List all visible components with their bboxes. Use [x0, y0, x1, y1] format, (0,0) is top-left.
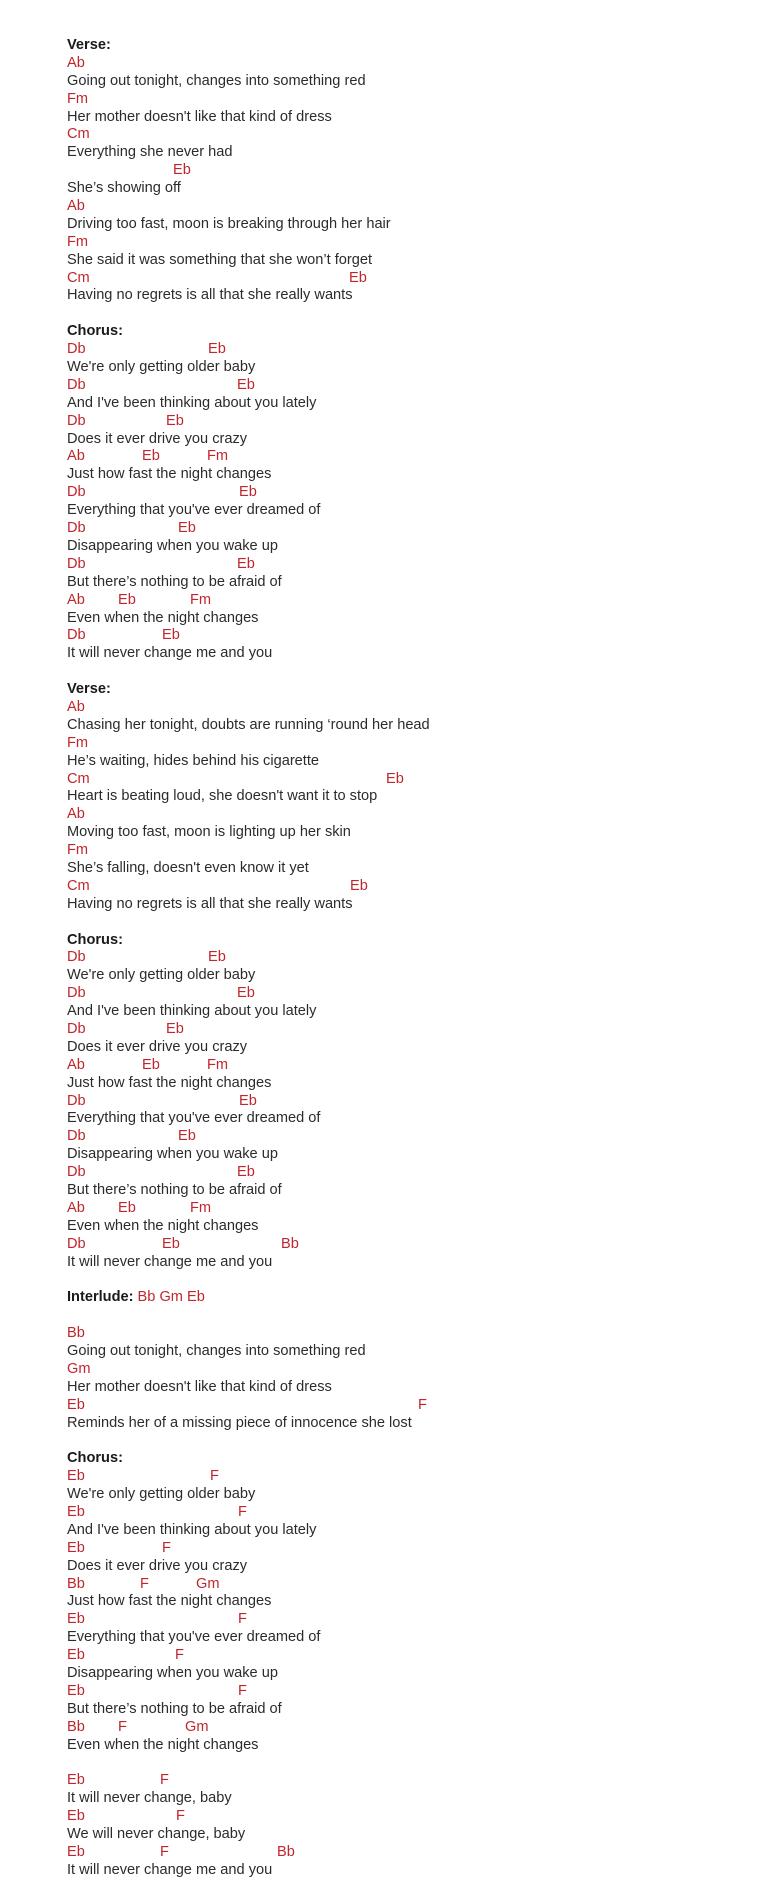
chord-row: [67, 1808, 747, 1826]
chord-row: [67, 735, 747, 753]
chord-row: [67, 1236, 747, 1254]
chord-row: [67, 1397, 747, 1415]
lyric-line: Having no regrets is all that she really wants: [67, 287, 353, 304]
chord: Eb: [237, 985, 255, 1002]
chord-row: [67, 413, 747, 431]
chord-row: [67, 806, 747, 824]
lyric-line: Disappearing when you wake up: [67, 537, 278, 554]
chord-row: [67, 1164, 747, 1182]
chord: Eb: [67, 1468, 85, 1485]
section-heading: [67, 1289, 747, 1307]
chord-row: [67, 126, 747, 144]
chord: Ab: [67, 698, 85, 715]
chord-sheet: [67, 37, 747, 1880]
chord-row: [67, 556, 747, 574]
section-heading: [67, 37, 747, 55]
chord: Db: [67, 520, 86, 537]
chord: Bb: [67, 1718, 85, 1735]
chord: Eb: [386, 770, 404, 787]
chord-row: [67, 1093, 747, 1111]
lyric-line: Just how fast the night changes: [67, 466, 272, 483]
chord: Fm: [190, 1199, 212, 1216]
chord-row: [67, 1325, 747, 1343]
lyric-line: It will never change me and you: [67, 1861, 273, 1878]
chord: Eb: [67, 1808, 85, 1825]
chord: Db: [67, 412, 86, 429]
chord: Eb: [173, 162, 191, 179]
section-heading: [67, 323, 747, 341]
chord-row: [67, 1504, 747, 1522]
chord: Eb: [142, 448, 160, 465]
lyric-line: Driving too fast, moon is breaking through her hair: [67, 215, 391, 232]
lyric-line: Heart is beating loud, she doesn't want it to stop: [67, 788, 378, 805]
chord: Db: [67, 1092, 86, 1109]
chord: Db: [67, 1235, 86, 1252]
lyric-line: And I've been thinking about you lately: [67, 1003, 317, 1020]
chord-row: [67, 448, 747, 466]
lyric-line: But there’s nothing to be afraid of: [67, 573, 282, 590]
lyric-line: Her mother doesn't like that kind of dress: [67, 108, 332, 125]
chord: Eb: [239, 484, 257, 501]
chord: Eb: [142, 1056, 160, 1073]
lyric-line: Disappearing when you wake up: [67, 1146, 278, 1163]
chord: Db: [67, 985, 86, 1002]
section-heading: [67, 932, 747, 950]
chord: Eb: [237, 376, 255, 393]
chord-row: [67, 1576, 747, 1594]
chord-row: [67, 234, 747, 252]
chord-row: [67, 520, 747, 538]
lyric-line: Even when the night changes: [67, 1217, 259, 1234]
chord-row: [67, 1540, 747, 1558]
lyric-line: Even when the night changes: [67, 1736, 259, 1753]
inline-chords: Bb Gm Eb: [137, 1289, 205, 1306]
chord: Db: [67, 555, 86, 572]
blank-line: [67, 663, 747, 681]
chord: Gm: [185, 1718, 209, 1735]
chord: Ab: [67, 1056, 85, 1073]
chord: Db: [67, 627, 86, 644]
section-heading-label: Chorus:: [67, 931, 123, 948]
lyric-line: It will never change, baby: [67, 1790, 232, 1807]
chord: Ab: [67, 54, 85, 71]
chord: Eb: [67, 1843, 85, 1860]
chord: Gm: [67, 1360, 91, 1377]
lyric-line: Disappearing when you wake up: [67, 1665, 278, 1682]
chord-row: [67, 55, 747, 73]
chord: Eb: [178, 520, 196, 537]
lyric-line: Going out tonight, changes into something red: [67, 1343, 366, 1360]
chord-row: [67, 1719, 747, 1737]
chord-row: [67, 1844, 747, 1862]
chord: Eb: [67, 1539, 85, 1556]
chord: Ab: [67, 198, 85, 215]
chord-row: [67, 592, 747, 610]
chord-row: [67, 1361, 747, 1379]
chord: Db: [67, 484, 86, 501]
lyric-line: Just how fast the night changes: [67, 1074, 272, 1091]
lyric-line: Everything that you've ever dreamed of: [67, 1110, 321, 1127]
chord: Eb: [237, 1164, 255, 1181]
chord: Eb: [118, 591, 136, 608]
chord-row: [67, 162, 747, 180]
blank-line: [67, 1271, 747, 1289]
chord: F: [176, 1808, 185, 1825]
lyric-line: Everything that you've ever dreamed of: [67, 1629, 321, 1646]
chord-row: [67, 1200, 747, 1218]
lyric-line: Does it ever drive you crazy: [67, 1038, 248, 1055]
chord: Cm: [67, 126, 90, 143]
chord: F: [210, 1468, 219, 1485]
lyric-line: Chasing her tonight, doubts are running ‘round her head: [67, 716, 430, 733]
chord-row: [67, 484, 747, 502]
chord-row: [67, 1611, 747, 1629]
chord: Eb: [349, 269, 367, 286]
chord: Eb: [208, 341, 226, 358]
chord: Fm: [67, 90, 89, 107]
section-heading: [67, 1450, 747, 1468]
chord: Db: [67, 341, 86, 358]
chord: Eb: [162, 1235, 180, 1252]
chord: Ab: [67, 806, 85, 823]
chord: Db: [67, 1128, 86, 1145]
chord: Cm: [67, 269, 90, 286]
lyric-line: Even when the night changes: [67, 609, 259, 626]
chord: Eb: [162, 627, 180, 644]
chord-row: [67, 1468, 747, 1486]
chord: Db: [67, 949, 86, 966]
chord-row: [67, 1057, 747, 1075]
section-heading: [67, 681, 747, 699]
lyric-line: Does it ever drive you crazy: [67, 1557, 248, 1574]
lyric-line: But there’s nothing to be afraid of: [67, 1182, 282, 1198]
chord-row: [67, 842, 747, 860]
section-heading-label: Chorus:: [67, 323, 123, 340]
chord: Db: [67, 376, 86, 393]
chord: Cm: [67, 770, 90, 787]
chord: Eb: [67, 1647, 85, 1664]
chord: F: [118, 1718, 127, 1735]
chord: F: [175, 1647, 184, 1664]
chord: Ab: [67, 448, 85, 465]
chord: Eb: [239, 1092, 257, 1109]
chord: Bb: [277, 1843, 295, 1860]
lyric-line: Moving too fast, moon is lighting up her skin: [67, 824, 351, 841]
section-heading-label: Verse:: [67, 681, 111, 698]
chord: Eb: [67, 1772, 85, 1789]
chord: Eb: [67, 1611, 85, 1628]
section-heading-label: Interlude:: [67, 1289, 134, 1306]
chord-row: [67, 949, 747, 967]
lyric-line: We're only getting older baby: [67, 1486, 256, 1503]
chord-row: [67, 1128, 747, 1146]
chord: Eb: [208, 949, 226, 966]
blank-line: [67, 305, 747, 323]
chord: Eb: [166, 1020, 184, 1037]
chord: F: [140, 1575, 149, 1592]
chord-row: [67, 1647, 747, 1665]
chord: Db: [67, 1164, 86, 1181]
lyric-line: Does it ever drive you crazy: [67, 430, 248, 447]
lyric-line: We will never change, baby: [67, 1826, 246, 1843]
lyric-line: Everything that you've ever dreamed of: [67, 502, 321, 519]
chord-row: [67, 699, 747, 717]
chord: Ab: [67, 591, 85, 608]
lyric-line: She’s showing off: [67, 180, 181, 197]
chord: Db: [67, 1020, 86, 1037]
lyric-line: Just how fast the night changes: [67, 1593, 272, 1610]
lyric-line: We're only getting older baby: [67, 359, 256, 376]
chord: Cm: [67, 877, 90, 894]
chord: Eb: [237, 555, 255, 572]
chord-row: [67, 627, 747, 645]
chord: Fm: [67, 842, 89, 859]
chord: F: [160, 1772, 169, 1789]
chord-row: [67, 91, 747, 109]
chord: Fm: [207, 448, 229, 465]
lyric-line: Reminds her of a missing piece of innocence she lost: [67, 1414, 412, 1431]
chord: F: [418, 1396, 427, 1413]
chord-row: [67, 198, 747, 216]
chord: Eb: [350, 877, 368, 894]
chord-row: [67, 377, 747, 395]
lyric-line: Having no regrets is all that she really wants: [67, 895, 353, 912]
blank-line: [67, 1432, 747, 1450]
chord-row: [67, 985, 747, 1003]
chord: Bb: [67, 1325, 85, 1342]
chord-row: [67, 341, 747, 359]
chord: Eb: [166, 412, 184, 429]
chord: F: [238, 1682, 247, 1699]
chord: F: [238, 1611, 247, 1628]
chord-row: [67, 270, 747, 288]
lyric-line: It will never change me and you: [67, 1253, 273, 1270]
lyric-line: But there’s nothing to be afraid of: [67, 1700, 282, 1717]
section-heading-label: Chorus:: [67, 1450, 123, 1467]
chord: Bb: [281, 1235, 299, 1252]
blank-line: [67, 1307, 747, 1325]
chord: Eb: [118, 1199, 136, 1216]
lyric-line: We're only getting older baby: [67, 967, 256, 984]
lyric-line: She’s falling, doesn't even know it yet: [67, 859, 309, 876]
chord: Fm: [207, 1056, 229, 1073]
chord: Fm: [67, 734, 89, 751]
lyric-line: And I've been thinking about you lately: [67, 394, 317, 411]
chord: Eb: [67, 1682, 85, 1699]
chord: Fm: [67, 233, 89, 250]
chord: Fm: [190, 591, 212, 608]
lyric-line: Everything she never had: [67, 144, 233, 161]
chord-row: [67, 1683, 747, 1701]
lyric-line: Her mother doesn't like that kind of dress: [67, 1378, 332, 1395]
lyric-line: Going out tonight, changes into something red: [67, 72, 366, 89]
chord: F: [238, 1504, 247, 1521]
section-heading-label: Verse:: [67, 37, 111, 53]
chord-row: [67, 1772, 747, 1790]
lyric-line: And I've been thinking about you lately: [67, 1521, 317, 1538]
lyric-line: She said it was something that she won’t forget: [67, 251, 373, 268]
chord-row: [67, 1021, 747, 1039]
lyric-line: It will never change me and you: [67, 645, 273, 662]
chord-row: [67, 771, 747, 789]
chord: Eb: [178, 1128, 196, 1145]
blank-line: [67, 914, 747, 932]
chord: Eb: [67, 1504, 85, 1521]
chord: Gm: [196, 1575, 220, 1592]
chord-row: [67, 878, 747, 896]
chord: Eb: [67, 1396, 85, 1413]
blank-line: [67, 1755, 747, 1773]
chord: F: [160, 1843, 169, 1860]
chord: Bb: [67, 1575, 85, 1592]
lyric-line: He’s waiting, hides behind his cigarette: [67, 752, 320, 769]
chord: Ab: [67, 1199, 85, 1216]
chord: F: [162, 1539, 171, 1556]
